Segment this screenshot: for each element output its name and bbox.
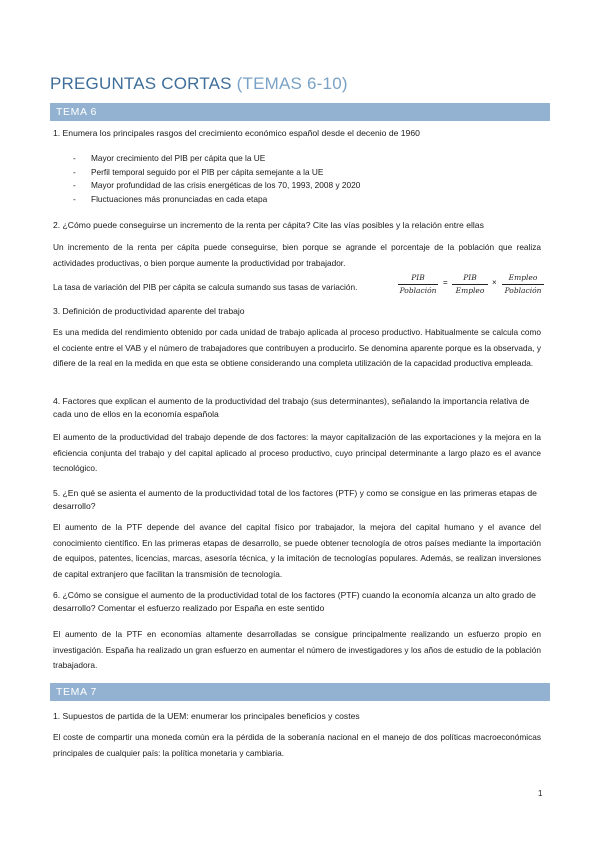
answer-6-3: Es una medida del rendimiento obtenido por cada unidad de trabajo aplicada al proceso productivo. Habitualmente se calcula como el cociente entre el VAB y el número de trabajadores que contribuyen a producirlo. Se denomina aparente porque es la observada, y difiere de la real en la medida en que esta se obtiene considerando una completa utilización de la capacidad productiva empleada. (53, 327, 541, 368)
list-item: - Perfil temporal seguido por el PIB per cápita semejante a la UE (73, 166, 324, 177)
answer-6-4: El aumento de la productividad del trabajo depende de dos factores: la mayor capitalización de las exportaciones y la mejora en la eficiencia conjunta del trabajo y del capital aplicado al proceso productivo, cuyo principal determinante a largo plazo es el avance tecnológico. (53, 432, 541, 473)
answer-6-2b: La tasa de variación del PIB per cápita se calcula sumando sus tasas de variación. (53, 282, 358, 292)
fraction-pib-empleo: PIB Empleo (452, 272, 488, 297)
list-item: - Mayor crecimiento del PIB per cápita que la UE (73, 153, 266, 163)
list-item: - Mayor profundidad de las crisis energéticas de los 70, 1993, 2008 y 2020 (73, 180, 361, 190)
question-6-6: 6. ¿Cómo se consigue el aumento de la productividad total de los factores (PTF) cuando la economía alcanza un alto grado de desarrollo? Comentar el esfuerzo realizado por España en este sentido (53, 590, 536, 613)
question-6-2: 2. ¿Cómo puede conseguirse un incremento de la renta per cápita? Cite las vías posibles y la relación entre ellas (53, 220, 484, 230)
section-band-tema6: TEMA 6 (50, 103, 550, 121)
times-sign: × (492, 278, 497, 287)
list-item: - Fluctuaciones más pronunciadas en cada etapa (73, 193, 268, 204)
section-band-tema7: TEMA 7 (50, 683, 550, 701)
formula-pib (398, 272, 548, 302)
bullet-list (53, 152, 523, 206)
answer-7-1: El coste de compartir una moneda común era la pérdida de la soberanía nacional en el manejo de dos políticas macroeconómicas principales de cualquier país: la política monetaria y cambiaria. (53, 732, 541, 758)
fraction-pib-poblacion: PIB Población (399, 273, 437, 295)
equals-sign: = (443, 278, 448, 287)
question-6-4: 4. Factores que explican el aumento de la productividad del trabajo (sus determinantes), señalando la importancia relativa de cada uno de ellos en la economía española (53, 396, 530, 419)
fraction-empleo-poblacion: Empleo Población (502, 272, 544, 297)
page-number: 1 (538, 789, 543, 798)
title-main: PREGUNTAS CORTAS (50, 74, 232, 93)
answer-6-2: Un incremento de la renta per cápita puede conseguirse, bien porque se agrande el porcentaje de la población que realiza actividades productivas, o bien porque aumente la productividad por trabajador. (53, 242, 541, 268)
page-title (50, 74, 348, 94)
answer-6-5: El aumento de la PTF depende del avance del capital físico por trabajador, la mejora del capital humano y el avance del conocimiento científico. En las primeras etapas de desarrollo, se puede obtener tecnología de otros países mediante la importación de equipos, patentes, licencias, marcas, asesoría técnica, y la imitación de tecnologías populares. Además, se realizan inversiones de capital extranjero que facilitan la transmisión de tecnología. (53, 522, 541, 579)
answer-6-6: El aumento de la PTF en economías altamente desarrolladas se consigue principalmente realizando un esfuerzo propio en investigación. España ha realizado un gran esfuerzo en aumentar el número de investigadores y los años de estudio de la población trabajadora. (53, 629, 541, 670)
question-6-1: 1. Enumera los principales rasgos del crecimiento económico español desde el decenio de 1960 (53, 128, 420, 138)
question-6-3: 3. Definición de productividad aparente del trabajo (53, 306, 245, 316)
title-subtitle: (TEMAS 6-10) (236, 74, 348, 93)
question-6-5: 5. ¿En qué se asienta el aumento de la productividad total de los factores (PTF) y como se consigue en las primeras etapas de desarrollo? (53, 488, 537, 511)
question-7-1: 1. Supuestos de partida de la UEM: enumerar los principales beneficios y costes (53, 711, 360, 721)
